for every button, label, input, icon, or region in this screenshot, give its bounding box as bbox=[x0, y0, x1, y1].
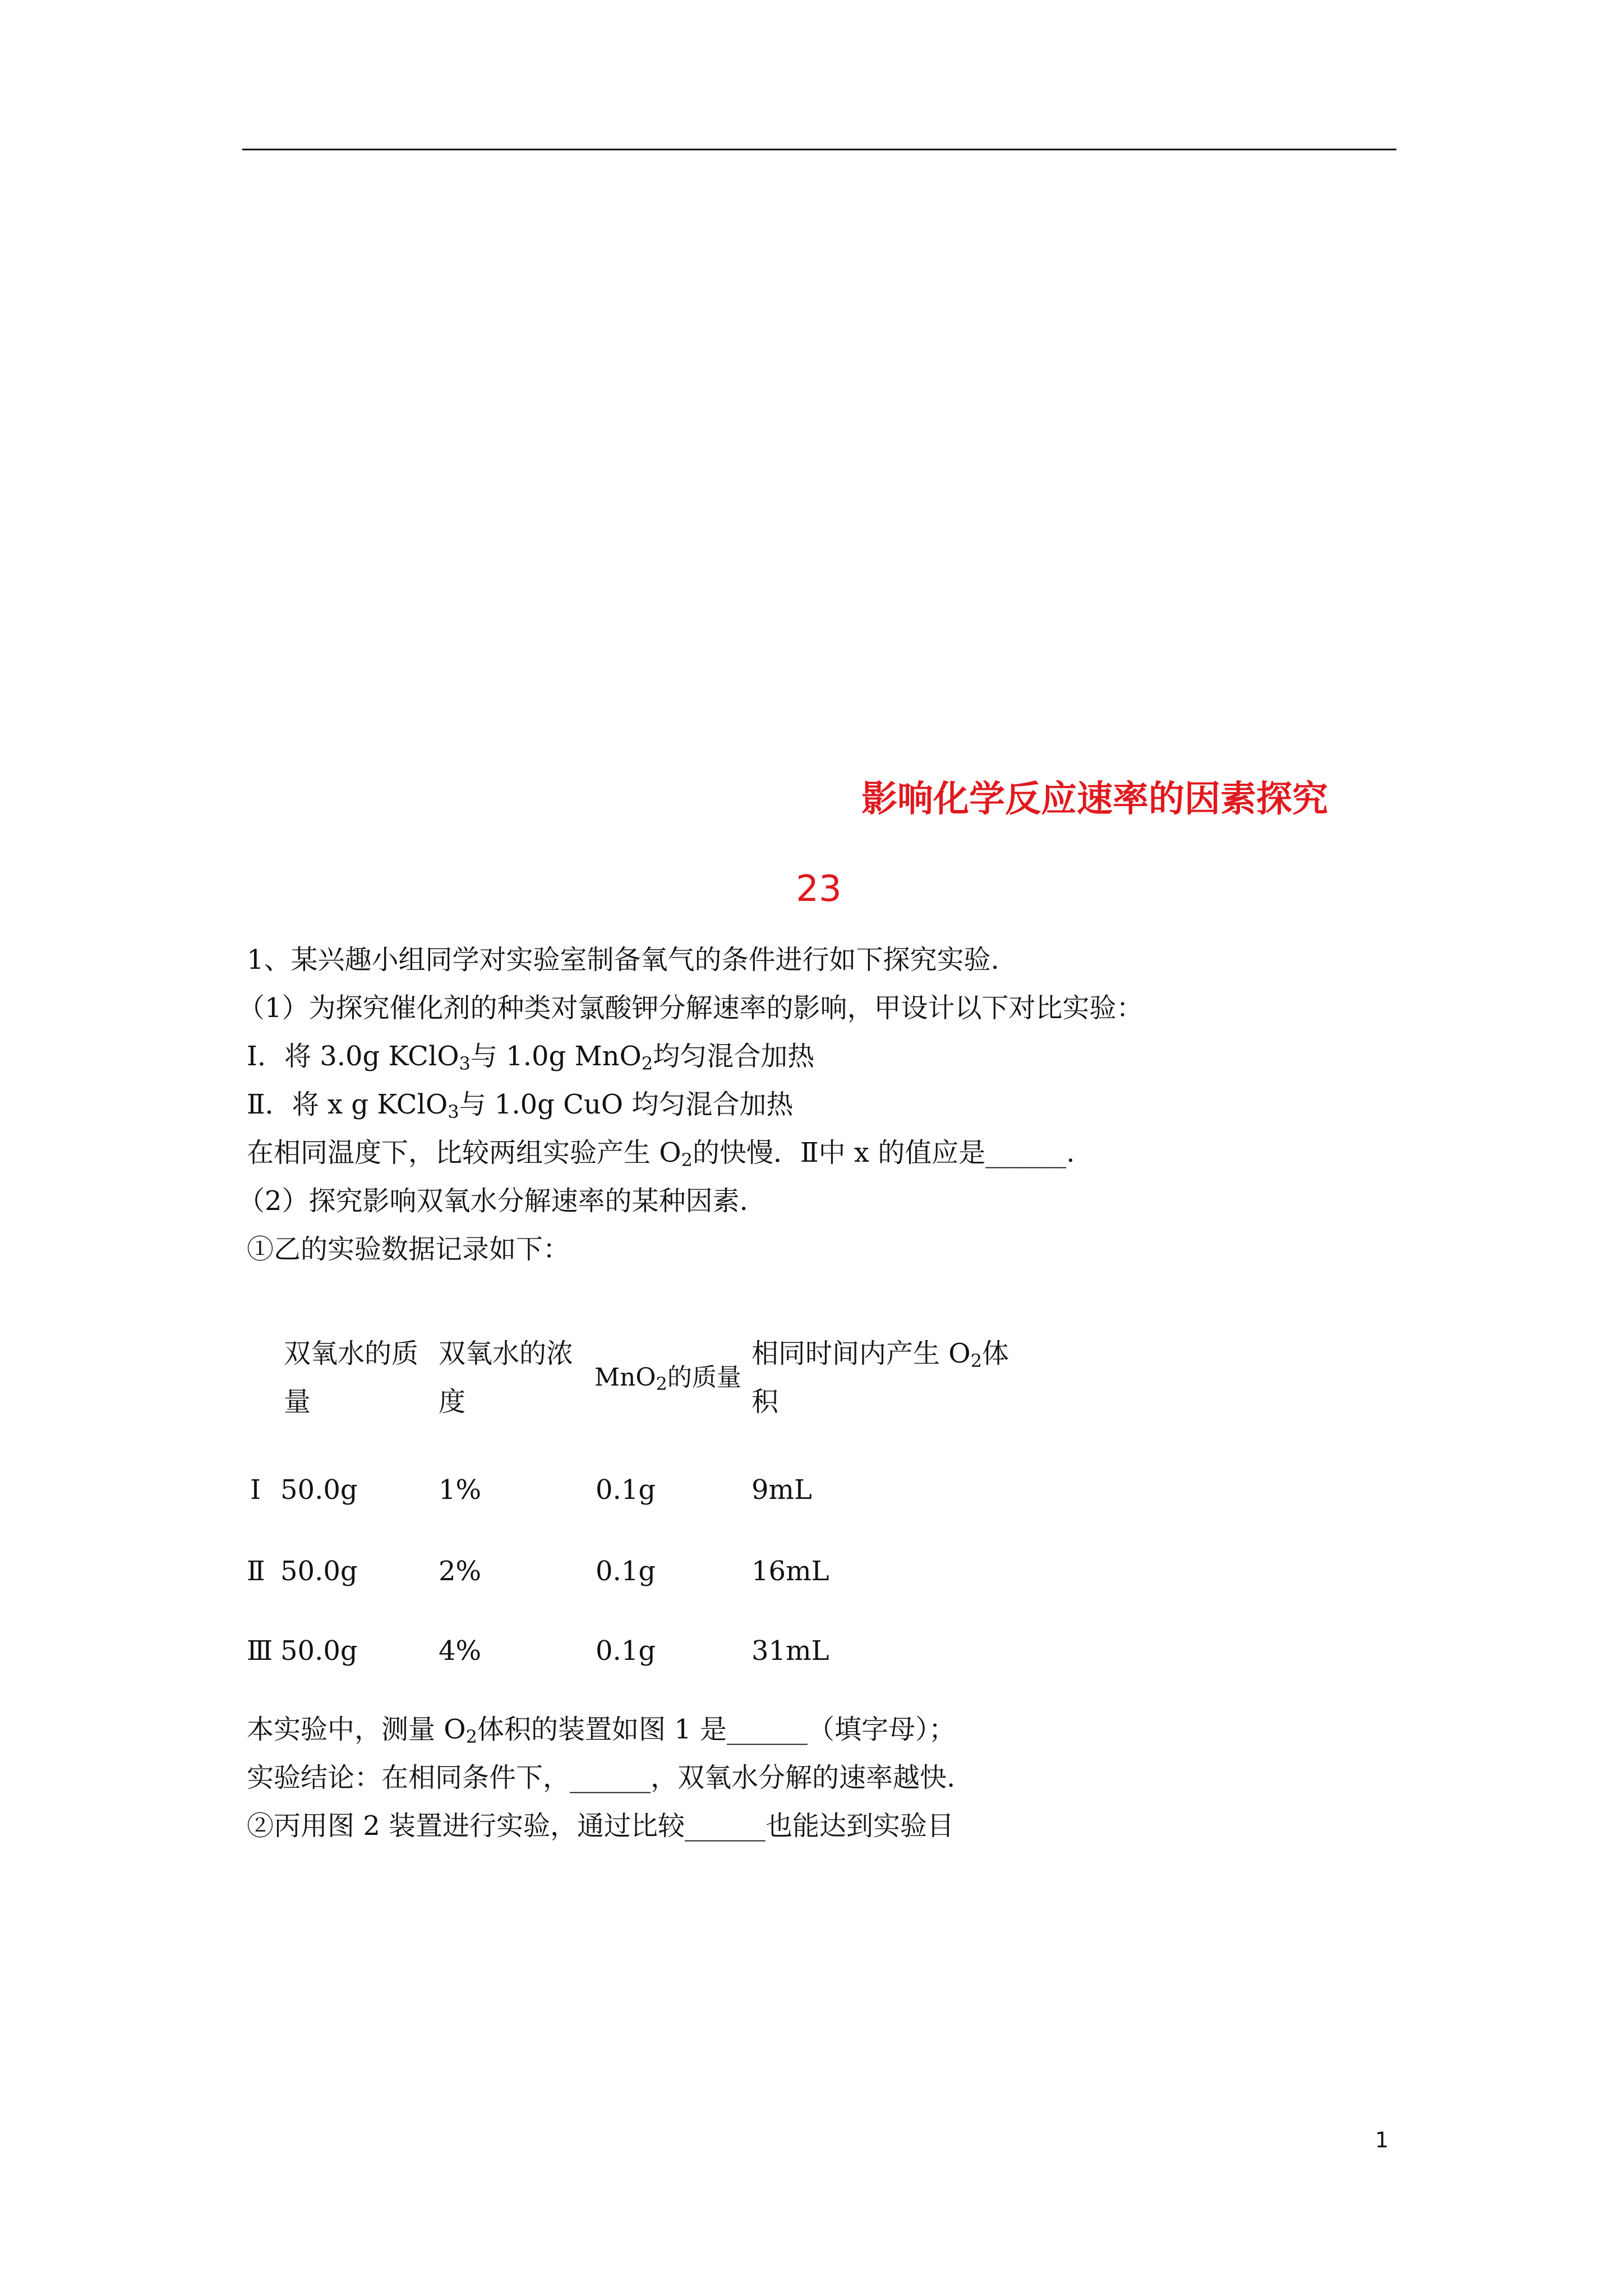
measurement-question bbox=[247, 1705, 956, 1754]
row-mno2: 0.1g bbox=[596, 1556, 656, 1587]
measurement-text-b: 体积的装置如图 1 是______（填字母）； bbox=[477, 1714, 956, 1745]
subscript: 2 bbox=[970, 1350, 982, 1372]
header-concentration-line1: 双氧水的浓 bbox=[439, 1338, 574, 1369]
subscript: 3 bbox=[448, 1101, 459, 1122]
comparison-text-a: 在相同温度下，比较两组实验产生 O bbox=[247, 1137, 681, 1168]
experiment-2-text-a: Ⅱ．将 x g KClO bbox=[247, 1089, 448, 1120]
comparison-text-b: 的快慢．Ⅱ中 x 的值应是______. bbox=[692, 1137, 1075, 1168]
question-1: 1、某兴趣小组同学对实验室制备氧气的条件进行如下探究实验. bbox=[247, 944, 999, 976]
row-volume: 16mL bbox=[751, 1556, 829, 1587]
row-mass: 50.0g bbox=[280, 1635, 358, 1667]
header-volume-text-b: 体 bbox=[981, 1338, 1009, 1369]
row-mass: 50.0g bbox=[280, 1556, 358, 1587]
subscript: 2 bbox=[681, 1149, 693, 1171]
row-id: Ⅱ bbox=[247, 1556, 265, 1587]
row-mno2: 0.1g bbox=[596, 1635, 656, 1667]
measurement-text-a: 本实验中，测量 O bbox=[247, 1714, 466, 1745]
header-rule bbox=[242, 149, 1396, 150]
document-title: 影响化学反应速率的因素探究 bbox=[861, 779, 1328, 820]
row-concentration: 2% bbox=[439, 1556, 482, 1587]
row-concentration: 1% bbox=[439, 1474, 482, 1506]
row-concentration: 4% bbox=[439, 1635, 482, 1667]
experiment-1 bbox=[247, 1032, 814, 1080]
row-mass: 50.0g bbox=[280, 1474, 358, 1506]
row-id: Ⅰ bbox=[250, 1474, 261, 1506]
experiment-2-text-b: 与 1.0g CuO 均匀混合加热 bbox=[459, 1089, 794, 1120]
header-mno2-text-a: MnO bbox=[594, 1363, 656, 1392]
header-mass-line2: 量 bbox=[284, 1386, 311, 1418]
experiment-1-text-b: 与 1.0g MnO bbox=[470, 1041, 642, 1072]
header-concentration-line2: 度 bbox=[439, 1386, 466, 1418]
experiment-1-text-a: Ⅰ．将 3.0g KClO bbox=[247, 1041, 459, 1072]
comparison-question bbox=[247, 1129, 1075, 1177]
experiment-1-text-c: 均匀混合加热 bbox=[653, 1041, 815, 1072]
header-mno2-text-b: 的质量 bbox=[667, 1363, 741, 1392]
header-volume-line2: 积 bbox=[751, 1386, 779, 1418]
subscript: 2 bbox=[641, 1053, 653, 1074]
row-id: Ⅲ bbox=[247, 1635, 273, 1667]
part-2-intro: （2）探究影响双氧水分解速率的某种因素. bbox=[238, 1185, 748, 1217]
subscript: 2 bbox=[465, 1726, 477, 1747]
subscript: 2 bbox=[656, 1373, 667, 1395]
circle-2-question: ②丙用图 2 装置进行实验，通过比较______也能达到实验目 bbox=[247, 1810, 955, 1842]
row-volume: 31mL bbox=[751, 1635, 829, 1667]
document-title-number: 23 bbox=[796, 868, 842, 910]
row-mno2: 0.1g bbox=[596, 1474, 656, 1506]
header-mno2-mass bbox=[594, 1354, 741, 1402]
subscript: 3 bbox=[459, 1053, 471, 1074]
header-volume-text-a: 相同时间内产生 O bbox=[751, 1338, 971, 1369]
header-volume-line1 bbox=[751, 1329, 1009, 1378]
row-volume: 9mL bbox=[751, 1474, 812, 1506]
part-1-intro: （1）为探究催化剂的种类对氯酸钾分解速率的影响，甲设计以下对比实验： bbox=[238, 992, 1144, 1024]
circle-1-intro: ①乙的实验数据记录如下： bbox=[247, 1234, 570, 1265]
conclusion-question: 实验结论：在相同条件下，______，双氧水分解的速率越快. bbox=[247, 1762, 956, 1793]
header-mass-line1: 双氧水的质 bbox=[284, 1338, 419, 1369]
page-number: 1 bbox=[1375, 2128, 1389, 2152]
experiment-2 bbox=[247, 1080, 793, 1129]
